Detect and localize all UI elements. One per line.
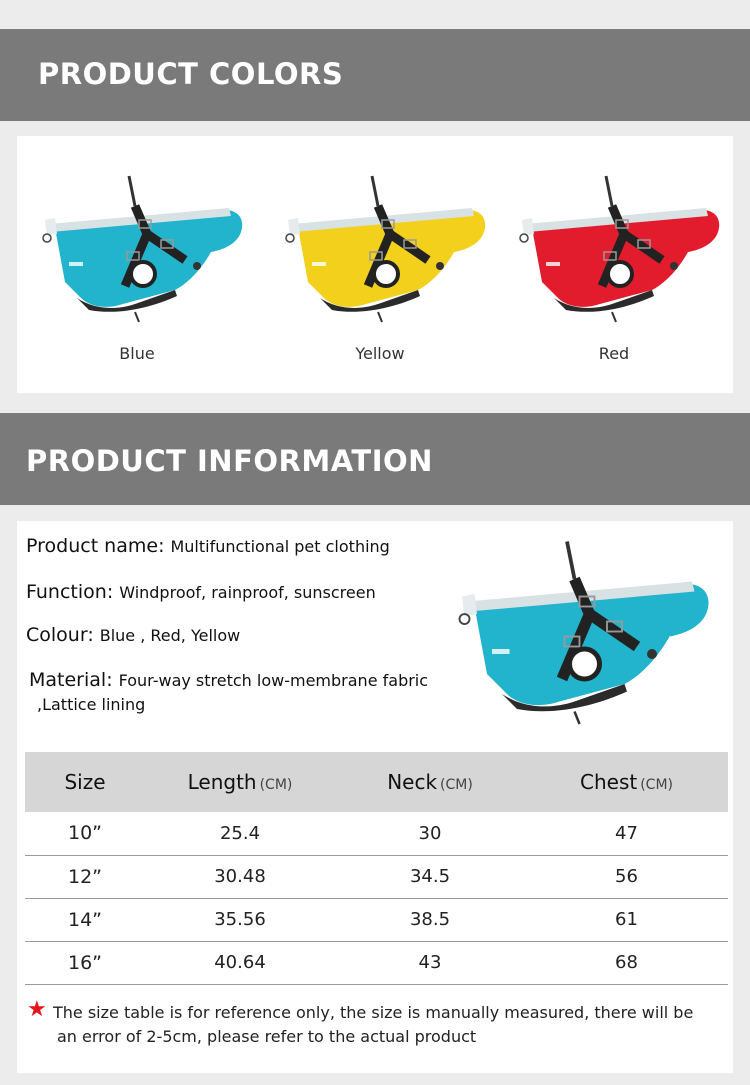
color-label-yellow: Yellow <box>355 344 405 363</box>
table-row <box>25 898 728 941</box>
header-length: Length (CM) <box>145 752 335 812</box>
note-line-1: The size table is for reference only, the size is manually measured, there will be <box>53 1003 694 1022</box>
color-label-red: Red <box>598 344 630 363</box>
color-option-red[interactable] <box>494 166 734 366</box>
product-information-title: PRODUCT INFORMATION <box>26 444 433 478</box>
cell-length: 35.56 <box>145 898 335 941</box>
cell-size: 12” <box>25 855 145 898</box>
size-table <box>25 752 728 985</box>
colour-line <box>26 624 240 646</box>
material-value-continued: ,Lattice lining <box>37 695 146 714</box>
cell-neck: 34.5 <box>335 855 525 898</box>
table-row <box>25 855 728 898</box>
note-line-2: an error of 2-5cm, please refer to the actual product <box>57 1027 477 1046</box>
cell-chest: 61 <box>525 898 728 941</box>
cell-neck: 38.5 <box>335 898 525 941</box>
color-option-yellow[interactable] <box>260 166 500 366</box>
pet-coat-image-blue <box>25 174 249 326</box>
cell-chest: 68 <box>525 941 728 984</box>
material-key: Material: <box>29 669 113 691</box>
product-colors-title: PRODUCT COLORS <box>38 57 344 91</box>
cell-size: 14” <box>25 898 145 941</box>
cell-length: 40.64 <box>145 941 335 984</box>
star-icon: ★ <box>27 997 47 1022</box>
header-neck-unit: (CM) <box>440 777 473 793</box>
size-disclaimer-note <box>27 997 727 1049</box>
function-value: Windproof, rainproof, sunscreen <box>119 583 376 602</box>
product-name-line <box>26 535 390 557</box>
product-information-banner <box>0 413 750 505</box>
cell-neck: 30 <box>335 812 525 855</box>
product-information-panel <box>17 521 733 1073</box>
cell-size: 16” <box>25 941 145 984</box>
color-option-blue[interactable] <box>17 166 257 366</box>
header-chest: Chest (CM) <box>525 752 728 812</box>
pet-coat-image-red <box>502 174 726 326</box>
size-table-header-row <box>25 752 728 812</box>
table-row <box>25 941 728 984</box>
product-colors-panel <box>17 136 733 393</box>
function-line <box>26 581 376 603</box>
header-neck: Neck (CM) <box>335 752 525 812</box>
colour-key: Colour: <box>26 624 94 646</box>
product-name-value: Multifunctional pet clothing <box>170 537 390 556</box>
cell-length: 30.48 <box>145 855 335 898</box>
color-label-blue: Blue <box>119 344 155 363</box>
product-name-key: Product name: <box>26 535 165 557</box>
product-colors-banner <box>0 29 750 121</box>
material-value: Four-way stretch low-membrane fabric <box>118 671 429 690</box>
cell-length: 25.4 <box>145 812 335 855</box>
header-chest-unit: (CM) <box>640 777 673 793</box>
material-line <box>29 669 428 691</box>
colour-value: Blue , Red, Yellow <box>99 626 241 645</box>
header-size: Size <box>25 752 145 812</box>
header-length-unit: (CM) <box>259 777 293 793</box>
cell-chest: 47 <box>525 812 728 855</box>
cell-size: 10” <box>25 812 145 855</box>
pet-coat-image-featured <box>427 539 727 729</box>
cell-chest: 56 <box>525 855 728 898</box>
function-key: Function: <box>26 581 114 603</box>
table-row <box>25 812 728 855</box>
cell-neck: 43 <box>335 941 525 984</box>
pet-coat-image-yellow <box>268 174 492 326</box>
